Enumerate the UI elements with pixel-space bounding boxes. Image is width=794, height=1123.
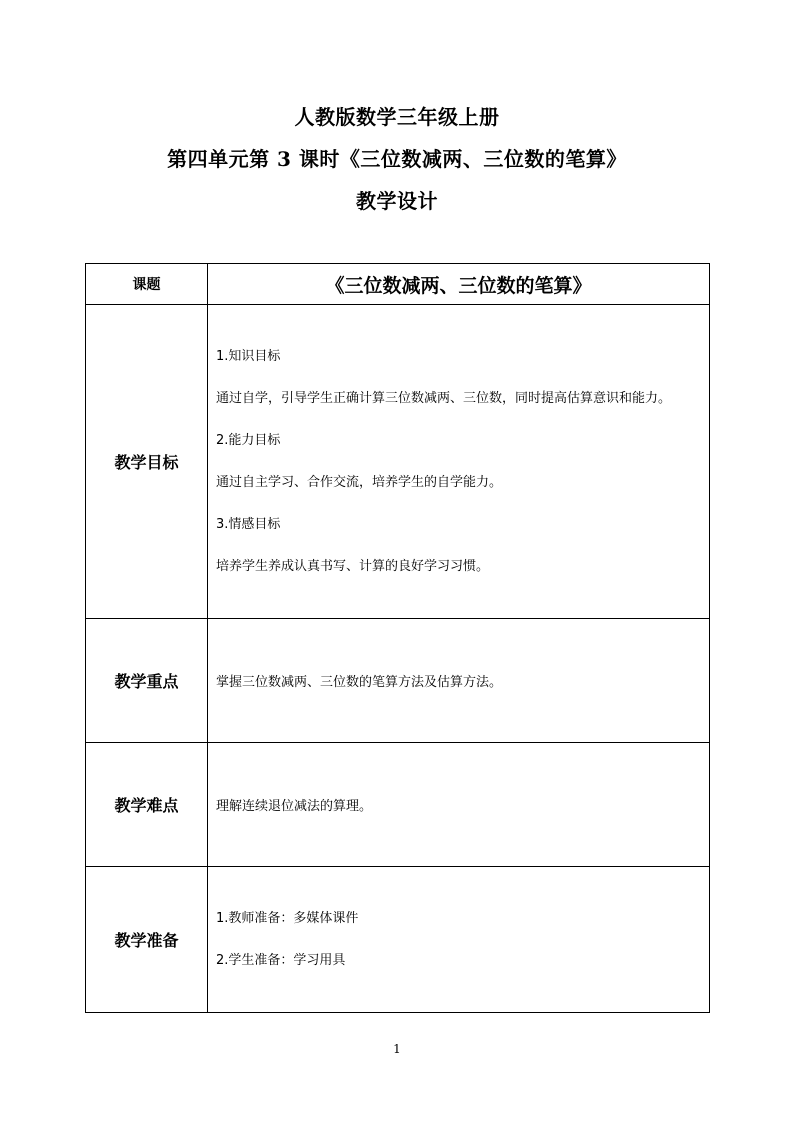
document-title-design: 教学设计	[356, 189, 438, 213]
table-row-key-points	[86, 619, 710, 743]
key-points-value: 掌握三位数减两、三位数的笔算方法及估算方法。	[208, 619, 710, 743]
goal-line: 培养学生养成认真书写、计算的良好学习习惯。	[216, 558, 490, 574]
preparation-line: 2.学生准备：学习用具	[216, 952, 346, 968]
goal-line: 2.能力目标	[216, 432, 281, 448]
goal-line: 通过自学，引导学生正确计算三位数减两、三位数，同时提高估算意识和能力。	[216, 390, 672, 406]
goals-label: 教学目标	[86, 305, 208, 619]
table-row-difficulty	[86, 743, 710, 867]
topic-label: 课题	[86, 264, 208, 305]
table-row-goals	[86, 305, 710, 619]
goals-content	[208, 305, 710, 619]
table-row-topic	[86, 264, 710, 305]
preparation-line: 1.教师准备：多媒体课件	[216, 910, 359, 926]
lesson-plan-table	[85, 263, 710, 1013]
table-row-preparation	[86, 867, 710, 1013]
preparation-content	[208, 867, 710, 1013]
difficulty-value: 理解连续退位减法的算理。	[208, 743, 710, 867]
page-number: 1	[393, 1042, 401, 1056]
goal-line: 通过自主学习、合作交流，培养学生的自学能力。	[216, 474, 503, 490]
difficulty-label: 教学难点	[86, 743, 208, 867]
document-title-lesson: 第四单元第 3 课时《三位数减两、三位数的笔算》	[167, 147, 627, 171]
preparation-label: 教学准备	[86, 867, 208, 1013]
goal-line: 1.知识目标	[216, 348, 281, 364]
key-points-label: 教学重点	[86, 619, 208, 743]
topic-value: 《三位数减两、三位数的笔算》	[208, 264, 710, 305]
document-title-textbook: 人教版数学三年级上册	[294, 105, 500, 129]
goal-line: 3.情感目标	[216, 516, 281, 532]
